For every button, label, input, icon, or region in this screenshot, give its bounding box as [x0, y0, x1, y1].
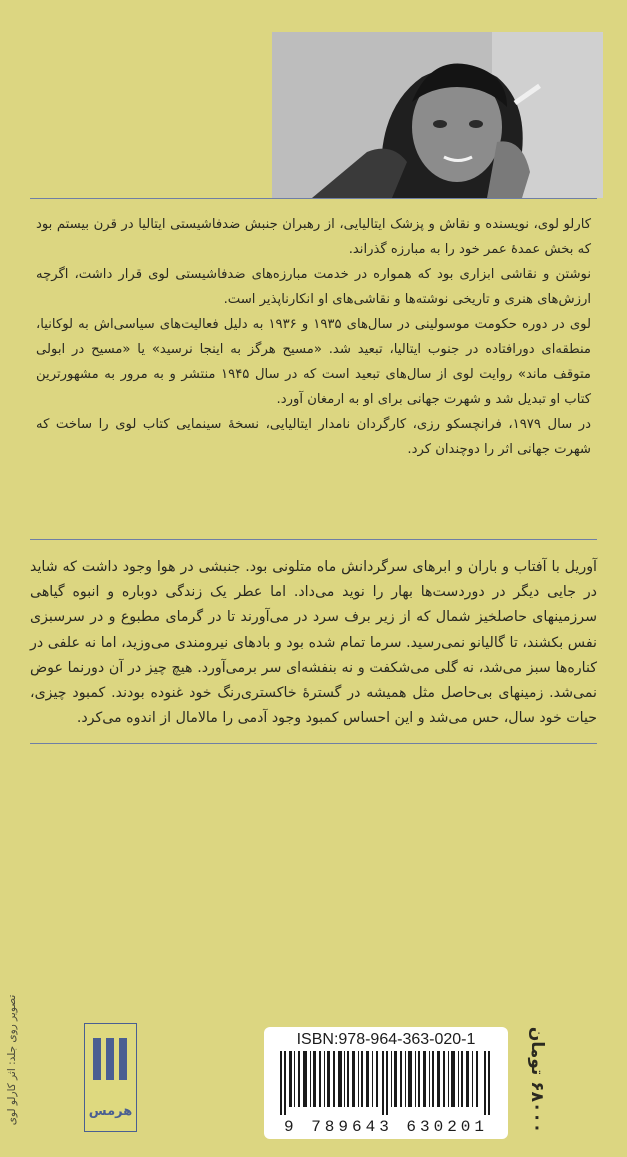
- price-label: [516, 1015, 558, 1145]
- bio-paragraph-2: نوشتن و نقاشی ابزاری بود که همواره در خدمت مبارزه‌های ضدفاشیستی لوی قرار داشت، اگرچه ارزش‌های هنری و تاریخی نوشته‌ها و نقاشی‌های او انکارناپذیر است.: [36, 267, 591, 307]
- excerpt-text: آوریل با آفتاب و باران و ابرهای سرگردانش ماه متلونی بود. جنبشی در هوا وجود داشت که شاید در جایی دیگر در دوردست‌ها بهار را نوید می‌داد. اما عطر یک زندگی دوباره و انبوه گیاهی سرزمینهای حاصلخیز شمال که از زیر برف سرد در می‌آورند تا در گرمای مطبوع و در سرسبزی نفس بکشند، تا گالیانو نمی‌رسید. سرما تمام شده بود و بادهای نیرومندی می‌وزید، اما نه علفی در کناره‌ها سبز می‌شد، نه گلی می‌شکفت و نه بنفشه‌ای سر برمی‌آورد. هیچ چیز در آن دورنما عوض نمی‌شد. زمینهای بی‌حاصل مثل همیشه در گسترهٔ خاکستری‌رنگ خود غنوده بودند. کمبود چیزی، حیات خود سال، حس می‌شد و این احساس کمبود وجود آدمی را مالامال از اندوه می‌کرد.: [30, 559, 597, 727]
- barcode-label: [264, 1027, 508, 1139]
- bio-paragraph-3: لوی در دوره حکومت موسولینی در سال‌های ۱۹۳۵ و ۱۹۳۶ به دلیل فعالیت‌های سیاسی‌اش به لوکانیا، منطقه‌ای دورافتاده در جنوب ایتالیا، تبعید شد. «مسیح هرگز به اینجا نرسید» یا «مسیح در ابولی متوقف ماند» روایت لوی از سال‌های تبعید است که در سال ۱۹۴۵ منتشر و به مرور به مشهورترین کتاب او تبدیل شد و شهرت جهانی برای او به ارمغان آورد.: [36, 317, 591, 407]
- book-excerpt: [30, 555, 597, 731]
- cover-credit: [2, 972, 22, 1147]
- barcode-digits: 9 789643 630201: [283, 1118, 489, 1136]
- cover-credit-text: تصویر روی جلد: اثر کارلو لوی: [6, 994, 18, 1125]
- barcode-bars: [280, 1051, 492, 1115]
- bio-paragraph-4: در سال ۱۹۷۹، فرانچسکو رزی، کارگردان نامدار ایتالیایی، نسخهٔ سینمایی کتاب لوی را ساخت که شهرت جهانی اثر را دوچندان کرد.: [36, 417, 591, 457]
- portrait-drawing: [272, 32, 603, 198]
- price-text: ۶۸۰۰۰ تومان: [527, 1026, 547, 1134]
- bio-paragraph-1: کارلو لوی، نویسنده و نقاش و پزشک ایتالیایی، از رهبران جنبش ضدفاشیستی ایتالیا در قرن بیستم بود که بخش عمدهٔ عمر خود را به مبارزه گذراند.: [36, 217, 591, 257]
- author-bio: [36, 212, 591, 462]
- divider-bottom: [30, 743, 597, 744]
- publisher-name: هرمس: [88, 1104, 133, 1119]
- publisher-logo: [84, 1023, 137, 1132]
- divider-top: [30, 198, 597, 199]
- divider-middle: [30, 539, 597, 540]
- author-portrait: [272, 32, 603, 198]
- publisher-bars-icon: [93, 1038, 127, 1080]
- isbn-text: ISBN:978-964-363-020-1: [296, 1031, 476, 1048]
